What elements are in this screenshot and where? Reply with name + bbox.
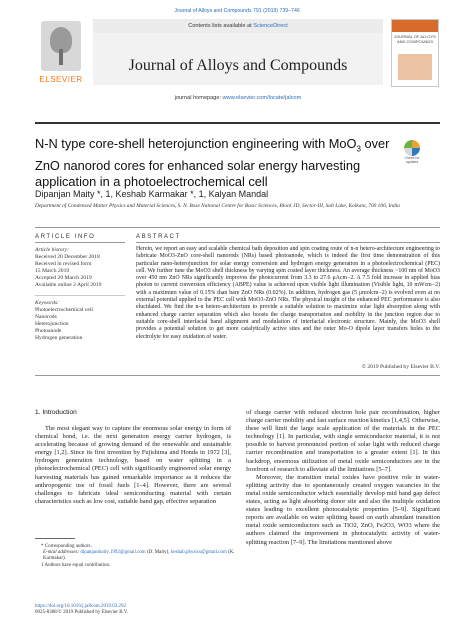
history-item: Available online 2 April 2019 bbox=[35, 282, 102, 288]
keyword-item: Photoanode bbox=[35, 328, 62, 334]
email1-suffix: (D. Maity), bbox=[145, 550, 171, 556]
keywords bbox=[35, 300, 130, 342]
journal-cover-thumbnail bbox=[391, 19, 439, 87]
homepage-prefix: journal homepage: bbox=[174, 95, 223, 101]
affiliation: Department of Condensed Matter Physics and Material Sciences, S. N. Bose National Centre for Basic Sciences, Block JD, Sector-III, Salt Lake, Kolkata, 700 106, India bbox=[35, 203, 400, 209]
intro-left-column bbox=[35, 425, 231, 506]
cover-image bbox=[398, 54, 432, 80]
footnote-rule bbox=[35, 538, 75, 539]
cover-band bbox=[392, 20, 438, 32]
abstract-bottom-rule bbox=[35, 375, 440, 376]
history-item: Received in revised form bbox=[35, 261, 92, 267]
cover-text: JOURNAL OF ALLOYS AND COMPOUNDS bbox=[394, 34, 436, 44]
crossmark-label: Check for updates bbox=[404, 156, 420, 164]
crossmark-icon bbox=[404, 140, 420, 156]
keywords-rule bbox=[35, 295, 125, 296]
keyword-item: Photoelectrochemical cell bbox=[35, 307, 93, 313]
history-label: Article history: bbox=[35, 247, 70, 253]
abstract-copyright: © 2019 Published by Elsevier B.V. bbox=[361, 364, 440, 370]
keyword-item: Heterojunction bbox=[35, 321, 69, 327]
abstract-heading: ABSTRACT bbox=[136, 234, 181, 240]
email-link-karmakar[interactable]: keshab.physics@gmail.com bbox=[170, 550, 227, 556]
author-list: Dipanjan Maity *, 1, Keshab Karmakar *, 1, Kalyan Mandal bbox=[35, 189, 269, 199]
doi-link[interactable]: https://doi.org/10.1016/j.jallcom.2019.03.292 bbox=[35, 604, 127, 609]
footnote-equal-contribution: 1 Authors have equal contribution. bbox=[41, 562, 111, 568]
journal-title: Journal of Alloys and Compounds bbox=[128, 57, 348, 74]
elsevier-logo bbox=[35, 17, 87, 87]
running-header: Journal of Alloys and Compounds 791 (2019) 739–746 bbox=[174, 8, 300, 14]
keyword-item: Nanorods bbox=[35, 314, 57, 320]
keywords-label: Keywords: bbox=[35, 300, 60, 306]
issn-line: 0925-8388/© 2019 Published by Elsevier B.V. bbox=[35, 610, 129, 616]
contents-bar bbox=[93, 19, 383, 33]
masthead-divider bbox=[35, 122, 440, 124]
sciencedirect-link[interactable]: ScienceDirect bbox=[253, 23, 288, 29]
abstract-rule bbox=[136, 242, 440, 243]
footnote-emails bbox=[35, 550, 235, 562]
crossmark-badge[interactable] bbox=[404, 140, 420, 162]
article-title: N-N type core-shell heterojunction engineering with MoO$_3$ over ZnO nanorod cores for enhanced solar energy harvesting application in a photoelectrochemical cell bbox=[35, 136, 390, 189]
section-heading-introduction: 1. Introduction bbox=[35, 409, 77, 416]
elsevier-tree-icon bbox=[41, 21, 81, 71]
email-link-maity[interactable]: dipanjanmaity.1992@gmail.com bbox=[80, 550, 146, 556]
journal-homepage bbox=[93, 95, 383, 101]
intro-paragraph: of charge carrier with reduced electron hole pair recombination, higher charge carrier mobility and fast surface reaction kinetics [1,4,5]. Otherwise, these will limit the large scale application of the materials in the PEC technology [1]. In particular, with single semiconductor material, it is not possible to harvest pronounced portion of solar light with reduced charge carrier recombination and transportation to a greater extent [1]. In this backdrop, enormous utilization of metal oxide semiconductors are in the forefront of research to alleviate all the limitations [5–7]. bbox=[246, 409, 440, 473]
keyword-item: Hydrogen generation bbox=[35, 335, 83, 341]
masthead bbox=[35, 17, 440, 102]
footnote-corresponding: * Corresponding authors. bbox=[41, 544, 92, 549]
elsevier-wordmark: ELSEVIER bbox=[39, 75, 83, 84]
abstract-text: Herein, we report an easy and scalable chemical bath deposition and spin coating route of n-n hetero-architecture engineering to fabricate MoO3-ZnO core-shell nanorods (NRs) based photoanode, which is indeed the first time demonstration of this particular nano-heterojunction for solar energy conversion and hydrogen energy generation in a photoelectrochemical (PEC) cell. We further tune the MoO3 shell thickness by varying spin coated layer thickness. An average thickness ~100 nm of MoO3 over 450 nm ZnO NRs significantly improves the photocurrent from 3.3 to 27.6 μAcm−2. A 7.5 fold increase in applied bias photon to current conversion efficiency (ABPE) value is achieved upon visible light illumination (Visible light, 10 mWcm−2) with a maximum value of 0.15% than bare ZnO NRs (0.02%). In addition, hydrogen gas (5 μmolcm−2) is evolved even at no external potential applied to the PEC cell with MoO3-ZnO NRs. The physical insight of the enhanced PEC performance is also elucidated. We find the n-n hetero-architecture to provide a suitable solution to maximize solar light absorption along with enhanced charge carrier separation which also boosts the charge transportation and mobility in the junction region due to suitable core-shell interfacial band alignment and modulation of interfacial electronic structure. Mainly, the MoO3 shell provides a potential solution to get more catalytically active sites and the outer Mo-O dipole layer transfers holes to the electrolyte for easy oxidation of water. bbox=[136, 246, 440, 340]
article-info-rule bbox=[35, 242, 125, 243]
history-item: Received 20 December 2018 bbox=[35, 254, 100, 260]
homepage-link[interactable]: www.elsevier.com/locate/jalcom bbox=[222, 95, 302, 101]
intro-right-column bbox=[246, 409, 440, 547]
intro-paragraph: Moreover, the transition metal oxides have positive role in water-splitting activity due to spontaneously created oxygen vacancies in the metal oxide semiconductor which essentially develop mid band gap defect states, acting as light absorbing donor site and also the multiple oxidation states leading to excellent photocatalytic properties [5–9]. Significant reports are available on water splitting based on earth abundant transition metal oxide semiconductors such as TiO2, ZnO, Fe2O3, WO3 where the authors claimed the improvement in photocatalytic activity of water-splitting reaction [7–9]. The limitations mentioned above bbox=[246, 473, 440, 546]
affiliation-divider bbox=[35, 227, 440, 228]
history-item: Accepted 20 March 2019 bbox=[35, 275, 92, 281]
footnotes bbox=[35, 544, 235, 569]
email2-suffix: (K. Karmakar). bbox=[43, 550, 235, 562]
contents-prefix: Contents lists available at bbox=[188, 23, 254, 29]
email-label: E-mail addresses: bbox=[43, 550, 81, 556]
article-history bbox=[35, 247, 130, 289]
intro-paragraph: The most elegant way to capture the enormous solar energy in form of chemical bond, i.e. the next generation energy carrier hydrogen, is accelerating because of growing demand of the renewable and sustainable energy [1,2]. Since its first invention by Fujishima and Honda in 1972 [3], hydrogen generation technology, based on water splitting in a photoelectrochemical (PEC) cell with significantly engineered solar energy harvesting materials has gained remarkable importance as it reduces the anthropogenic use of fossil fuels [1–4]. However, there are several challenges to fabricate ideal semiconducting material with certain characteristics such as low cost, suitable band gap, effective separation bbox=[35, 425, 231, 505]
article-info-heading: ARTICLE INFO bbox=[35, 234, 96, 240]
article-doi-block bbox=[35, 604, 235, 616]
history-item: 15 March 2019 bbox=[35, 268, 70, 274]
